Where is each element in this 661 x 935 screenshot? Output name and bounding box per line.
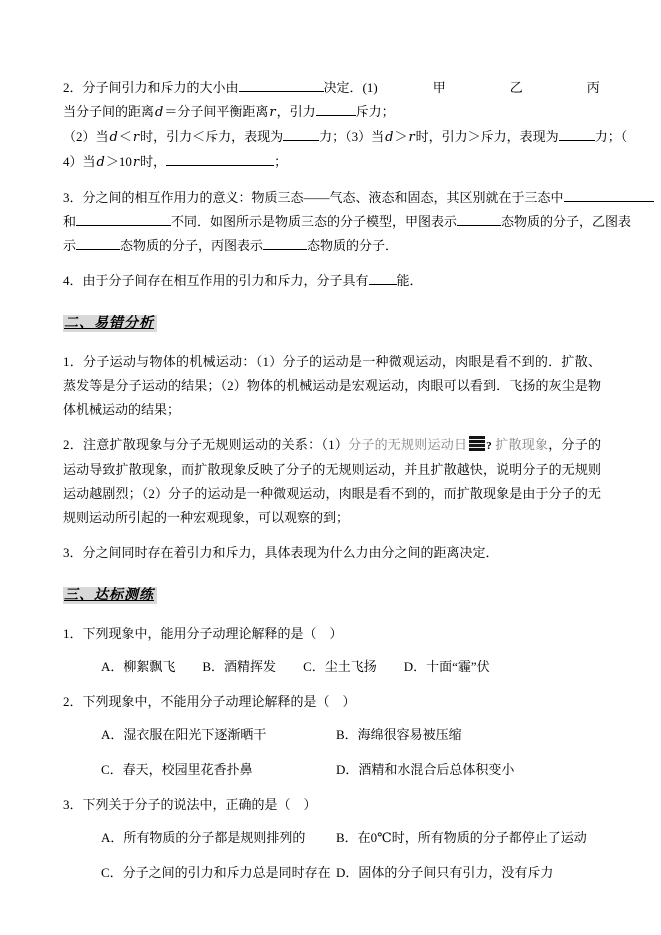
gray-text-run: 扩散现象 (491, 437, 549, 452)
q1-stem (63, 622, 601, 646)
q2-stem (63, 690, 601, 714)
q3-options-ab (63, 826, 601, 850)
option-B: B．在0℃时，所有物质的分子都停止了运动 (336, 830, 587, 845)
fill-in-blank-line (263, 236, 307, 250)
text-run: 当分子间的距离 (63, 104, 155, 119)
italic-variable: d (109, 130, 118, 145)
italic-variable: d (155, 105, 164, 120)
fill-in-blank-line (76, 236, 120, 250)
section1-item3-line-2 (63, 210, 632, 234)
q3-stem (63, 793, 601, 817)
text-run: 时， (140, 154, 167, 169)
q2-options-cd (63, 758, 601, 782)
text-run: 3．下列关于分子的说法中，正确的是（ ） (63, 797, 317, 812)
option-A: A．柳絮飘飞 (101, 659, 176, 674)
text-run: 态物质的分子，丙图表示 (120, 238, 264, 253)
gray-text-run: 分子的无规则运动日 (348, 437, 468, 452)
section2-item1 (63, 350, 601, 422)
text-run: 1．下列现象中，能用分子动理论解释的是（ ） (63, 626, 343, 641)
text-run: 1．分子运动与物体的机械运动：（1）分子的运动是一种微观运动，肉眼是看不到的．扩散、蒸发等是分子运动的结果；（2）物体的机械运动是宏观运动，肉眼可以看到．飞扬的灰尘是物体机械运动的结果； (63, 354, 601, 417)
text-run: 能． (396, 273, 423, 288)
text-run: ＜ (118, 129, 132, 144)
section3-heading (63, 584, 601, 607)
fill-in-blank-line (166, 152, 274, 166)
section1-item2-line-1 (63, 76, 601, 100)
option-D: D．固体的分子间只有引力，没有斥力 (336, 865, 554, 880)
text-run: 时，引力＞斥力，表现为 (415, 129, 559, 144)
text-run: 态物质的分子，乙图表 (501, 214, 632, 229)
text-run: 时，引力＜斥力，表现为 (140, 129, 284, 144)
q3-options-cd (63, 861, 601, 885)
option-C: C．春天，校园里花香扑鼻 (101, 762, 253, 777)
section2-item3 (63, 541, 601, 565)
italic-variable: d (96, 155, 105, 170)
text-run: 不同．如图所示是物质三态的分子模型，甲图表示 (171, 214, 458, 229)
italic-variable: r (132, 130, 140, 145)
text-run: （2）当 (63, 129, 109, 144)
section1-item2 (63, 76, 628, 175)
section1-item2-line-4 (63, 150, 601, 175)
italic-variable: r (132, 155, 140, 170)
text-run: 甲 (432, 80, 446, 95)
text-run: 2．注意扩散现象与分子无规则运动的关系：（1） (63, 437, 349, 452)
text-run: 力；（3）当 (319, 129, 385, 144)
option-C: C．尘土飞扬 (303, 659, 377, 674)
text-run: 乙 (509, 80, 523, 95)
fill-in-blank-line (564, 188, 654, 202)
text-run: 4）当 (63, 154, 96, 169)
option-A: A．所有物质的分子都是规则排列的 (101, 830, 306, 845)
text-run: 态物质的分子． (307, 238, 399, 253)
text-run: 和 (63, 214, 77, 229)
section3-heading-label: 三、达标测练 (63, 587, 157, 604)
section1-item3-line-3 (63, 234, 601, 258)
option-D: D．十面“霾”伏 (403, 659, 490, 674)
text-run: 斥力； (355, 104, 395, 119)
italic-variable: d (385, 130, 394, 145)
text-run: 力；（ (594, 129, 628, 144)
text-run: 3．分之间的相互作用力的意义：物质三态——气态、液态和固态，其区别就在于三态中 (63, 190, 564, 205)
text-run: 4．由于分子间存在相互作用的引力和斥力，分子具有 (63, 273, 369, 288)
italic-variable: r (269, 105, 276, 120)
section1-item3 (63, 186, 632, 258)
spacer (446, 91, 510, 92)
section2-heading (63, 312, 601, 335)
text-run: ＞ (394, 129, 408, 144)
fill-in-blank-line (316, 102, 356, 116)
spacer (378, 91, 433, 92)
italic-variable: r (408, 130, 415, 145)
section1-item3-line-1 (63, 186, 601, 210)
spacer (523, 91, 587, 92)
text-run: 决定．(1) (323, 80, 378, 95)
q1-options (63, 655, 601, 679)
q2-options-ab (63, 723, 601, 747)
fill-in-blank-line (239, 78, 324, 92)
option-D: D．酒精和水混合后总体积变小 (336, 762, 515, 777)
fill-in-blank-line (369, 271, 397, 285)
fill-in-blank-line (283, 127, 319, 141)
text-run: ，分子的运动导致扩散现象，而扩散现象反映了分子的无规则运动，并且扩散越快，说明分子的无规则运动越剧烈；（2）分子的运动是一种微观运动，肉眼是看不到的，而扩散现象是由于分子的无规则运动所引起的一种宏观现象，可以观察的到； (63, 437, 601, 525)
fill-in-blank-line (457, 212, 501, 226)
text-run: ＝分子间平衡距离 (164, 104, 269, 119)
section2-item2 (63, 433, 601, 530)
corrupted-glyph-icon (469, 436, 485, 451)
text-run: 2．分子间引力和斥力的大小由 (63, 80, 239, 95)
text-run: ＞10 (105, 154, 132, 169)
fill-in-blank-line (76, 212, 171, 226)
fill-in-blank-line (559, 127, 595, 141)
document-content (63, 76, 632, 885)
text-run: 2．下列现象中，不能用分子动理论解释的是（ ） (63, 694, 356, 709)
section1-item4 (63, 269, 601, 293)
text-run: 丙 (586, 80, 600, 95)
option-B: B．酒精挥发 (202, 659, 277, 674)
section1-item4-line-1 (63, 269, 601, 293)
text-run: ，引力 (276, 104, 316, 119)
text-run: ； (274, 154, 288, 169)
text-run: 示 (63, 238, 77, 253)
option-A: A．湿衣服在阳光下逐渐晒干 (101, 727, 267, 742)
section1-item2-line-2 (63, 100, 601, 125)
option-B: B．海绵很容易被压缩 (336, 727, 462, 742)
text-run: 3．分之间同时存在着引力和斥力，具体表现为什么力由分之间的距离决定． (63, 545, 499, 560)
option-C: C．分子之间的引力和斥力总是同时存在 (101, 865, 331, 880)
section1-item2-line-3 (63, 125, 628, 150)
section2-heading-label: 二、易错分析 (63, 315, 157, 332)
corrupted-glyph-mark: ? (486, 440, 492, 452)
